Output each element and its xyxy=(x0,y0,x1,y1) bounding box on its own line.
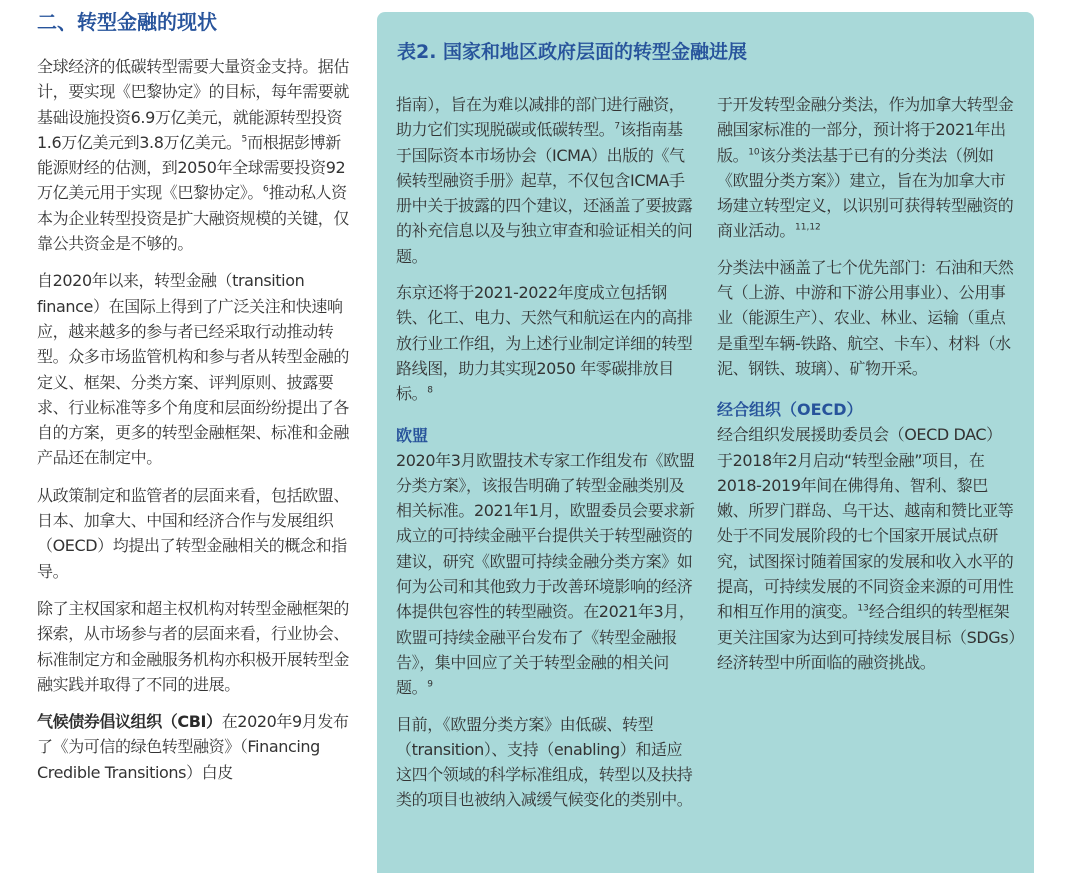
paragraph-text: 经合组织的转型框架更关注国家为达到可持续发展目标（SDGs）经济转型中所面临的融资挑战。 xyxy=(717,602,1016,672)
paragraph-investment-needs xyxy=(37,54,355,256)
paragraph-japan-guidelines xyxy=(396,92,696,269)
paragraph-text: 指南），旨在为难以减排的部门进行融资，助力它们实现脱碳或低碳转型。 xyxy=(396,95,685,140)
paragraph-text: 经合组织发展援助委员会（OECD DAC）于2018年2月启动“转型金融”项目，在2018-2019年间在佛得角、智利、黎巴嫩、所罗门群岛、乌干达、越南和赞比亚等处于不同发展阶段的七个国家开展试点研究，试图探讨随着国家的发展和收入水平的提高，可持续发展的不同资金来源的可用性和相互作用的演变。 xyxy=(717,425,1014,622)
oecd-heading: 经合组织（OECD） xyxy=(717,400,863,420)
paragraph-text: 2020年3月欧盟技术专家工作组发布《欧盟分类方案》，该报告明确了转型金融类别及相关标准。2021年1月，欧盟委员会要求新成立的可持续金融平台提供关于转型融资的建议，研究《欧盟可持续金融分类方案》如何为公司和其他致力于改善环境影响的经济体提供包容性的转型融资。在2021年3月，欧盟可持续金融平台发布了《转型金融报告》，集中回应了关于转型金融的相关问题。 xyxy=(396,450,695,698)
footnote-ref[interactable]: 9 xyxy=(427,679,433,690)
paragraph-canada-taxonomy xyxy=(717,92,1017,244)
paragraph-transition-finance: 自2020年以来，转型金融（transition finance）在国际上得到了广泛关注和快速响应，越来越多的参与者已经采取行动推动转型。众多市场监管机构和参与者从转型金融的定义、框架、分类方案、评判原则、披露要求、行业标准等多个角度和层面纷纷提出了各自的方案，更多的转型金融框架、标准和金融产品还在制定中。 xyxy=(37,271,350,468)
paragraph-eu-taxonomy-domains: 目前，《欧盟分类方案》由低碳、转型（transition）、支持（enabling）和适应这四个领域的科学标准组成，转型以及扶持类的项目也被纳入减缓气候变化的类别中。 xyxy=(396,714,693,810)
footnote-ref[interactable]: 6 xyxy=(263,185,269,196)
box-column-left xyxy=(396,92,696,824)
paragraph-oecd-dac xyxy=(717,422,1017,675)
footnote-ref[interactable]: 7 xyxy=(614,121,621,132)
paragraph-market-participants: 除了主权国家和超主权机构对转型金融框架的探索，从市场参与者的层面来看，行业协会、标准制定方和金融服务机构亦积极开展转型金融实践并取得了不同的进展。 xyxy=(37,598,350,694)
eu-heading: 欧盟 xyxy=(396,425,429,445)
paragraph-eu-taxonomy xyxy=(396,448,696,701)
paragraph-priority-sectors: 分类法中涵盖了七个优先部门：石油和天然气（上游、中游和下游公用事业）、公用事业（能源生产）、农业、林业、运输（重点是重型车辆-铁路、航空、卡车）、材料（水泥、钢铁、玻璃）、矿物开采。 xyxy=(717,257,1014,378)
paragraph-text: 全球经济的低碳转型需要大量资金支持。据估计，要实现《巴黎协定》的目标，每年需要就基础设施投资6.9万亿美元，就能源转型投资1.6万亿美元到3.8万亿美元。 xyxy=(37,57,350,152)
cbi-lead: 气候债券倡议组织（CBI） xyxy=(37,712,222,732)
paragraph-text: 于开发转型金融分类法，作为加拿大转型金融国家标准的一部分，预计将于2021年出版。 xyxy=(717,95,1014,165)
paragraph-text: 该分类法基于已有的分类法（例如《欧盟分类方案》）建立，旨在为加拿大市场建立转型定义，以识别可获得转型融资的商业活动。 xyxy=(717,145,1014,241)
paragraph-text: 在2020年9月发布了《为可信的绿色转型融资》（Financing Credible Transitions）白皮 xyxy=(37,712,349,782)
box-column-right xyxy=(717,92,1017,686)
paragraph-cbi xyxy=(37,709,355,785)
footnote-ref[interactable]: 10 xyxy=(748,147,760,158)
box-title: 表2. 国家和地区政府层面的转型金融进展 xyxy=(397,41,748,63)
paragraph-tokyo-working-groups xyxy=(396,280,696,406)
paragraph-policy-makers: 从政策制定和监管者的层面来看，包括欧盟、日本、加拿大、中国和经济合作与发展组织（OECD）均提出了转型金融相关的概念和指导。 xyxy=(37,485,350,581)
section-heading: 二、转型金融的现状 xyxy=(37,10,217,34)
paragraph-text: 而根据彭博新能源财经的估测，到2050年全球需要投资92万亿美元用于实现《巴黎协定》。 xyxy=(37,132,346,203)
footnote-ref[interactable]: 11,12 xyxy=(795,223,821,234)
paragraph-text: 东京还将于2021-2022年度成立包括钢铁、化工、电力、天然气和航运在内的高排放行业工作组，为上述行业制定详细的转型路线图，助力其实现2050 年零碳排放目标。 xyxy=(396,283,693,404)
paragraph-text: 推动私人资本为企业转型投资是扩大融资规模的关键，仅靠公共资金是不够的。 xyxy=(37,183,350,254)
table-2-box xyxy=(377,12,1034,873)
footnote-ref[interactable]: 13 xyxy=(857,604,869,615)
left-column xyxy=(37,8,355,797)
paragraph-text: 该指南基于国际资本市场协会（ICMA）出版的《气候转型融资手册》起草，不仅包含ICMA手册中关于披露的四个建议，还涵盖了要披露的补充信息以及与独立审查和验证相关的问题。 xyxy=(396,120,693,266)
footnote-ref[interactable]: 5 xyxy=(241,134,248,145)
footnote-ref[interactable]: 8 xyxy=(427,385,433,396)
